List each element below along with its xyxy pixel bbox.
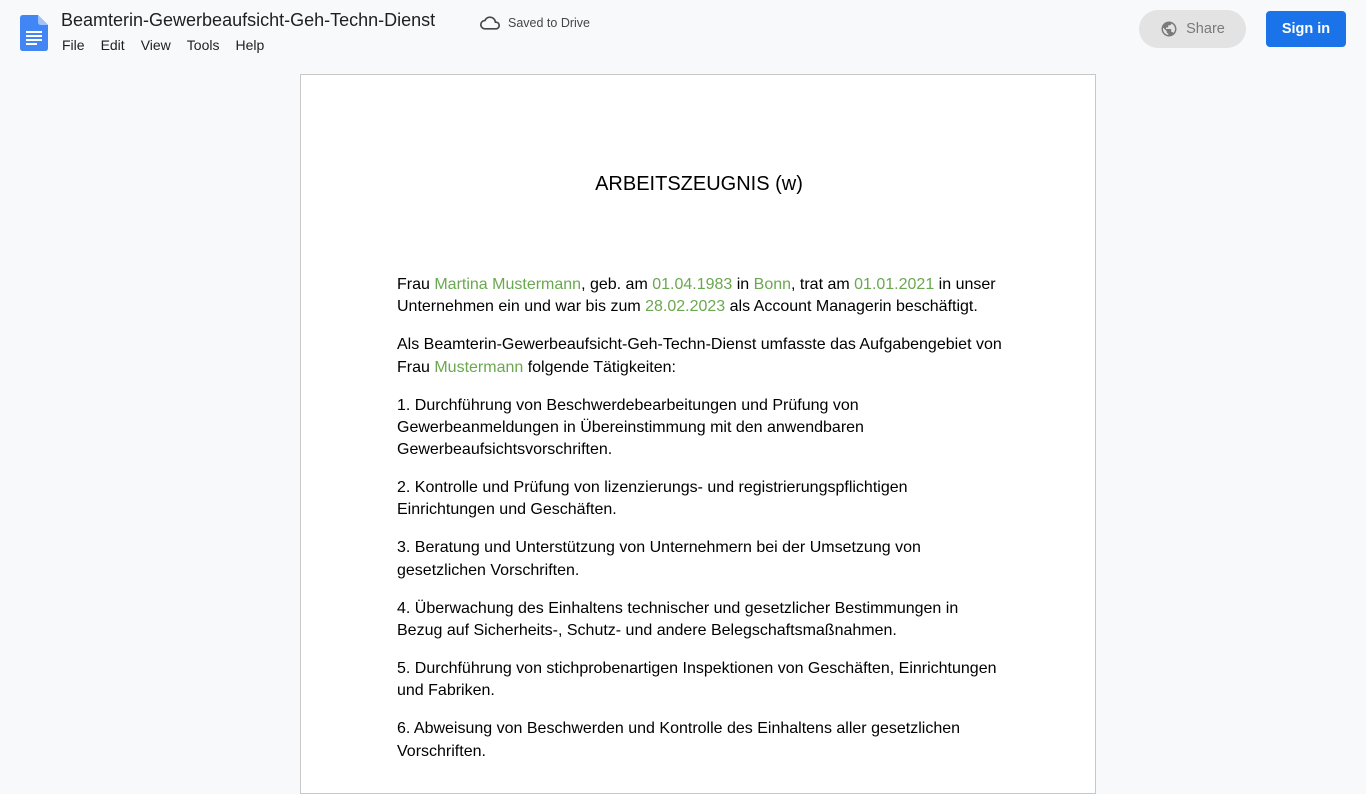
save-status[interactable] [480, 13, 590, 33]
end-date: 28.02.2023 [645, 298, 726, 316]
intro-text-4: , trat am [791, 276, 855, 293]
document-body [397, 274, 1007, 779]
google-docs-icon[interactable] [20, 15, 48, 51]
employee-name: Martina Mustermann [434, 276, 582, 293]
employee-surname: Mustermann [434, 358, 524, 376]
globe-icon [1160, 20, 1178, 38]
task-item-4: 4. Überwachung des Einhaltens technischer und gesetzlicher Bestimmungen in Bezug auf Sicherheits-, Schutz- und andere Belegschaftsmaßnahmen. [397, 599, 959, 639]
menu-edit[interactable]: Edit [100, 37, 125, 53]
share-label: Share [1186, 21, 1225, 37]
menu-bar [54, 36, 272, 58]
menu-file[interactable]: File [62, 37, 85, 53]
document-page[interactable] [300, 74, 1096, 794]
menu-tools[interactable]: Tools [186, 37, 220, 53]
intro-text-3: in [732, 276, 754, 293]
scope-text-2: folgende Tätigkeiten: [523, 358, 676, 376]
cloud-done-icon [480, 13, 500, 33]
document-title[interactable]: Beamterin-Gewerbeaufsicht-Geh-Techn-Dienst [61, 10, 436, 30]
birth-place: Bonn [753, 276, 792, 293]
task-item-5: 5. Durchführung von stichprobenartigen Inspektionen von Geschäften, Einrichtungen und Fabriken. [397, 659, 997, 700]
intro-paragraph [397, 274, 1007, 319]
save-status-label: Saved to Drive [508, 16, 590, 30]
birth-date: 01.04.1983 [652, 276, 733, 293]
menu-view[interactable]: View [140, 37, 171, 53]
menu-help[interactable]: Help [235, 37, 265, 53]
intro-text-6: als Account Managerin beschäftigt. [725, 298, 978, 316]
scope-text-1: Als Beamterin-Gewerbeaufsicht-Geh-Techn-Dienst umfasste das Aufgabengebiet von Frau [397, 336, 1002, 376]
scope-paragraph [397, 334, 1007, 379]
intro-text-2: , geb. am [581, 276, 653, 293]
task-item-1: 1. Durchführung von Beschwerdebearbeitungen und Prüfung von Gewerbeanmeldungen in Übereinstimmung mit den anwendbaren Gewerbeaufsichtsvorschriften. [397, 396, 864, 459]
intro-text-5: in unser Unternehmen ein und war bis zum [397, 276, 996, 316]
task-item-2: 2. Kontrolle und Prüfung von lizenzierungs- und registrierungspflichtigen Einrichtungen und Geschäften. [397, 479, 908, 519]
document-heading: ARBEITSZEUGNIS (w) [595, 173, 803, 195]
task-item-6: 6. Abweisung von Beschwerden und Kontrolle des Einhaltens aller gesetzlichen Vorschriften. [397, 720, 961, 760]
sign-in-button[interactable]: Sign in [1266, 11, 1346, 47]
share-button[interactable] [1139, 10, 1246, 48]
intro-text-1: Frau [397, 276, 435, 293]
app-header [0, 0, 1366, 64]
start-date: 01.01.2021 [854, 276, 935, 293]
task-item-3: 3. Beratung und Unterstützung von Unternehmern bei der Umsetzung von gesetzlichen Vorschriften. [397, 539, 921, 579]
